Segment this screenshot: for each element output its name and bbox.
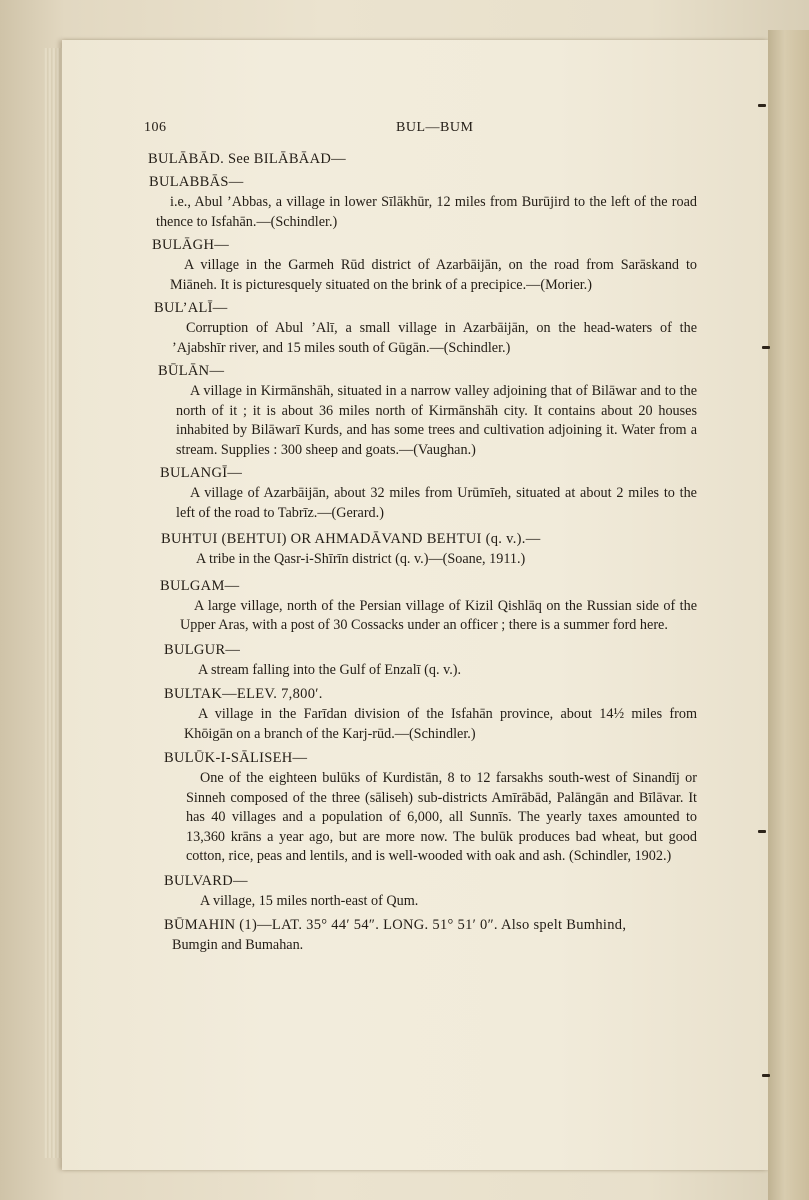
gazetteer-entry [148, 149, 703, 169]
entry-heading: BULGUR— [164, 641, 241, 658]
page-content [144, 120, 703, 956]
entry-text: A village in Kirmānshāh, situated in a narrow valley adjoining that of Bilāwar and to the north of it ; it is about 36 miles north of Kirmānshāh city. It contains about 20 houses inhabited by Bilāwarī Kurds, and has some trees and cultivation adjoining it. Water from a stream. Supplies : 300 sheep and goats.—(Vaughan.) [176, 383, 697, 458]
entry-heading: BULĀBĀD. See BILĀBĀAD— [148, 151, 346, 167]
entry-heading: BUHTUI (BEHTUI) OR AHMADĀVAND BEHTUI (q. v.).— [161, 531, 541, 547]
gazetteer-entry [148, 871, 703, 912]
entry-heading: BULVARD— [164, 872, 248, 889]
entry-text: i.e., Abul ’Abbas, a village in lower Sīlākhūr, 12 miles from Burūjird to the left of the road thence to Isfahān.—(Schindler.) [156, 194, 697, 230]
entry-heading: BŪLĀN— [158, 363, 225, 379]
margin-mark [758, 830, 766, 833]
entry-heading: BULTAK—ELEV. 7,800′. [164, 686, 323, 702]
gazetteer-entry [148, 463, 703, 523]
entry-text: Corruption of Abul ’Alī, a small village in Azarbāijān, on the head-waters of the ’Ajabshīr river, and 15 miles south of Gūgān.—(Schindler.) [172, 320, 697, 356]
entry-text: A large village, north of the Persian village of Kizil Qishlāq on the Russian side of the Upper Aras, with a post of 30 Cossacks under an officer ; there is a summer ford here. [180, 597, 697, 633]
entry-text: A village, 15 miles north-east of Qum. [200, 892, 419, 909]
entry-heading: BULGAM— [160, 577, 240, 594]
entry-text: A tribe in the Qasr-i-Shīrīn district (q. v.)—(Soane, 1911.) [196, 551, 526, 567]
gazetteer-entry [148, 172, 703, 232]
entry-heading: BULŪK-I-SĀLISEH— [164, 750, 308, 766]
entry-heading: BŪMAHIN (1)—LAT. 35° 44′ 54″. LONG. 51° 51′ 0″. Also spelt Bumhind, [164, 917, 627, 933]
entry-text: One of the eighteen bulūks of Kurdistān, 8 to 12 farsakhs south-west of Sinandīj or Sinneh composed of the three (sāliseh) sub-districts Amīrābād, Palāngān and Bīlāvar. It has 40 villages and a population of 6,000, all Sunnīs. The yearly taxes amounted to 13,360 krāns a year ago, but are more now. The bulūk produces bad wheat, but good cotton, rice, peas and lentils, and is well-wooded with oak and ash. (Schindler, 1902.) [186, 770, 697, 864]
entry-text: Bumgin and Bumahan. [172, 937, 304, 953]
gazetteer-entry [148, 529, 703, 570]
entry-text: A village in the Garmeh Rūd district of Azarbāijān, on the road from Sarāskand to Miāneh. It is picturesquely situated on the brink of a precipice.—(Morier.) [170, 257, 697, 293]
entry-text: A village in the Farīdan division of the Isfahān province, about 14½ miles from Khōigān on a branch of the Karj-rūd.—(Schindler.) [184, 706, 697, 742]
entry-heading: BULABBĀS— [149, 174, 244, 190]
entry-heading: BUL’ALĪ— [154, 300, 228, 316]
entry-heading: BULĀGH— [152, 237, 230, 253]
entry-text: A stream falling into the Gulf of Enzalī (q. v.). [198, 661, 462, 678]
margin-mark [758, 104, 766, 107]
gazetteer-entry [148, 915, 703, 956]
gazetteer-entry [148, 640, 703, 681]
page-header [144, 120, 703, 146]
gazetteer-entry [148, 361, 703, 460]
gazetteer-entry [148, 235, 703, 295]
gazetteer-entry [148, 748, 703, 867]
book-binding [768, 30, 809, 1200]
gazetteer-entry [148, 576, 703, 636]
gazetteer-entry [148, 298, 703, 358]
margin-mark [762, 346, 770, 349]
page-number: 106 [144, 120, 167, 135]
running-head: BUL—BUM [396, 120, 474, 135]
entry-text: A village of Azarbāijān, about 32 miles from Urūmīeh, situated at about 2 miles to the left of the road to Tabrīz.—(Gerard.) [176, 485, 697, 521]
margin-mark [762, 1074, 770, 1077]
gazetteer-entry [148, 684, 703, 744]
entry-heading: BULANGĪ— [160, 465, 243, 481]
